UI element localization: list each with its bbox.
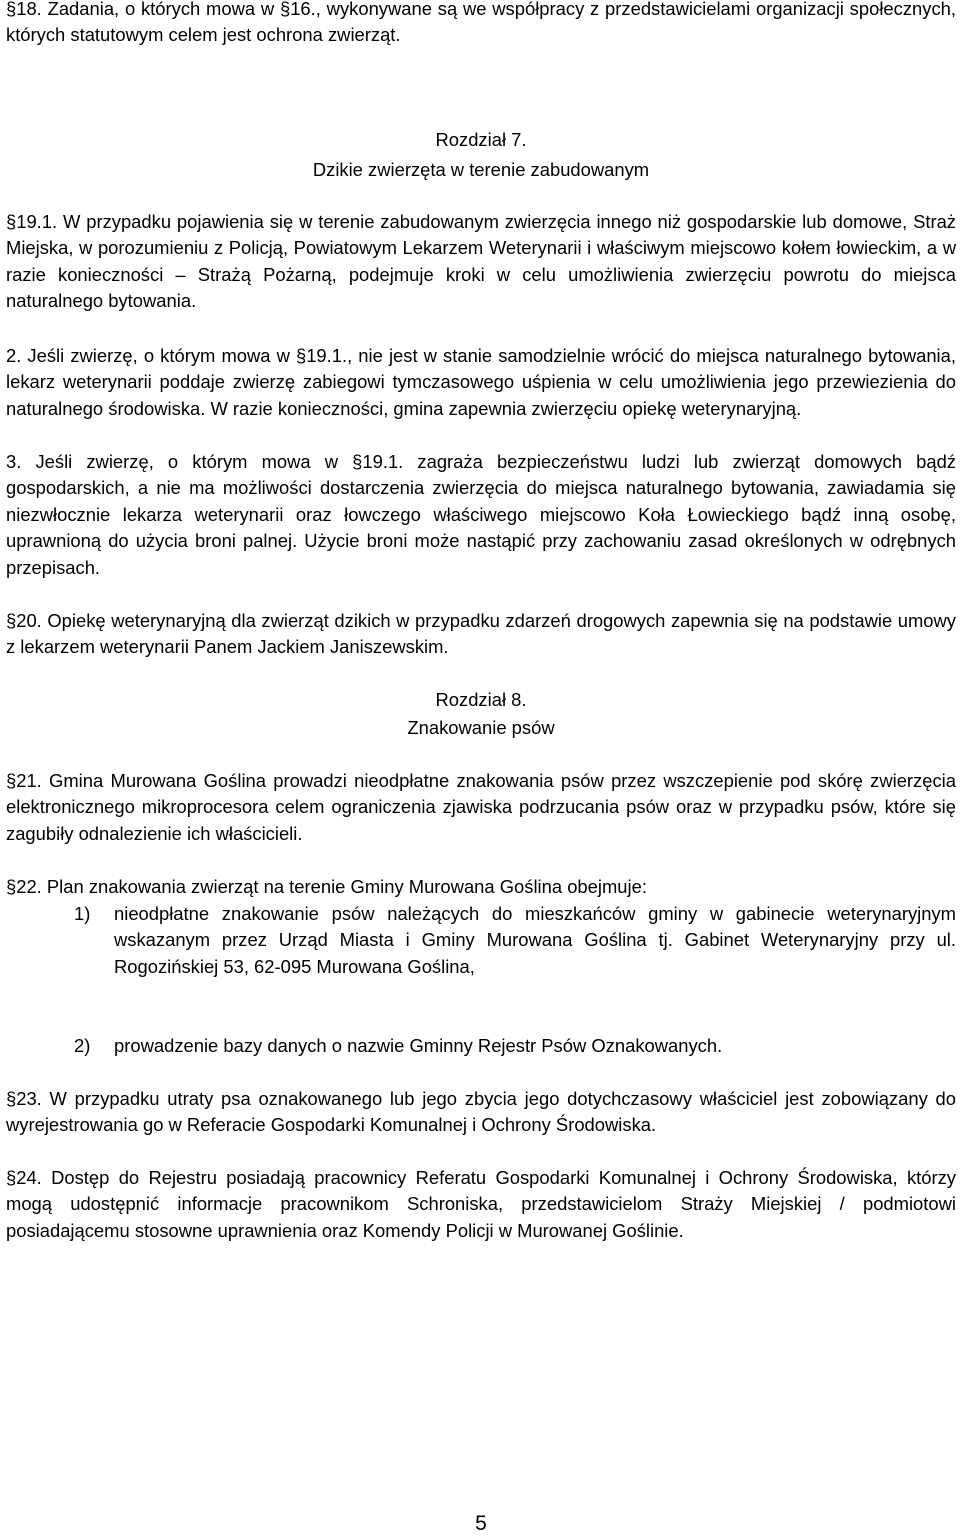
paragraph-22: §22. Plan znakowania zwierząt na terenie Gminy Murowana Goślina obejmuje: bbox=[6, 876, 647, 897]
paragraph-20: §20. Opiekę weterynaryjną dla zwierząt dzikich w przypadku zdarzeń drogowych zapewnia się na podstawie umowy z lekarzem weterynarii Panem Jackiem Janiszewskim. bbox=[6, 610, 956, 658]
paragraph-24: §24. Dostęp do Rejestru posiadają pracownicy Referatu Gospodarki Komunalnej i Ochrony Środowiska, którzy mogą udostępnić informacje pracownikom Schroniska, przedstawicielom Straży Miejskiej / podmiotowi posiadającemu stosowne uprawnienia oraz Komendy Policji w Murowanej Goślinie. bbox=[6, 1167, 956, 1241]
chapter-7-title: Rozdział 7. bbox=[435, 129, 527, 150]
list-item bbox=[74, 901, 956, 980]
paragraph-19-1: §19.1. W przypadku pojawienia się w terenie zabudowanym zwierzęcia innego niż gospodarskie lub domowe, Straż Miejska, w porozumieniu z Policją, Powiatowym Lekarzem Weterynarii i właściwym miejscowo kołem łowieckim, a w razie konieczności – Strażą Pożarną, podejmuje kroki w celu umożliwienia zwierzęciu powrotu do miejsca naturalnego bytowania. bbox=[6, 211, 956, 312]
paragraph-18: §18. Zadania, o których mowa w §16., wykonywane są we współpracy z przedstawicielami organizacji społecznych, których statutowym celem jest ochrona zwierząt. bbox=[6, 0, 956, 46]
paragraph-23: §23. W przypadku utraty psa oznakowanego lub jego zbycia jego dotychczasowy właściciel jest zobowiązany do wyrejestrowania go w Referacie Gospodarki Komunalnej i Ochrony Środowiska. bbox=[6, 1088, 956, 1136]
list-item bbox=[74, 1033, 956, 1059]
paragraph-19-2: 2. Jeśli zwierzę, o którym mowa w §19.1., nie jest w stanie samodzielnie wrócić do miejsca naturalnego bytowania, lekarz weterynarii poddaje zwierzę zabiegowi tymczasowego uśpienia w celu umożliwienia jego przewiezienia do naturalnego środowiska. W razie konieczności, gmina zapewnia zwierzęciu opiekę weterynaryjną. bbox=[6, 345, 956, 419]
list-item-number: 2) bbox=[74, 1035, 91, 1056]
paragraph-21: §21. Gmina Murowana Goślina prowadzi nieodpłatne znakowania psów przez wszczepienie pod skórę zwierzęcia elektronicznego mikroprocesora celem ograniczenia zjawiska podrzucania psów oraz w przypadku psów, które się zagubiły odnalezienie ich właścicieli. bbox=[6, 770, 956, 844]
list-item-text: prowadzenie bazy danych o nazwie Gminny Rejestr Psów Oznakowanych. bbox=[114, 1035, 723, 1056]
page-number: 5 bbox=[475, 1512, 487, 1535]
chapter-8-title: Rozdział 8. bbox=[435, 689, 527, 710]
paragraph-19-3: 3. Jeśli zwierzę, o którym mowa w §19.1. zagraża bezpieczeństwu ludzi lub zwierząt domowych bądź gospodarskich, a nie ma możliwości dostarczenia zwierzęcia do miejsca naturalnego bytowania, zawiadamia się niezwłocznie lekarza weterynarii oraz łowczego właściwego miejscowo Koła Łowieckiego bądź inną osobę, uprawnioną do użycia broni palnej. Użycie broni może nastąpić przy zachowaniu zasad określonych w odrębnych przepisach. bbox=[6, 451, 956, 578]
document-page bbox=[6, 0, 956, 1537]
list-item-number: 1) bbox=[74, 903, 91, 924]
chapter-7-subtitle: Dzikie zwierzęta w terenie zabudowanym bbox=[312, 159, 650, 180]
list-item-text: nieodpłatne znakowanie psów należących do mieszkańców gminy w gabinecie weterynaryjnym wskazanym przez Urząd Miasta i Gminy Murowana Goślina tj. Gabinet Weterynaryjny przy ul. Rogozińskiej 53, 62-095 Murowana Goślina, bbox=[114, 903, 956, 977]
chapter-8-subtitle: Znakowanie psów bbox=[407, 717, 555, 738]
